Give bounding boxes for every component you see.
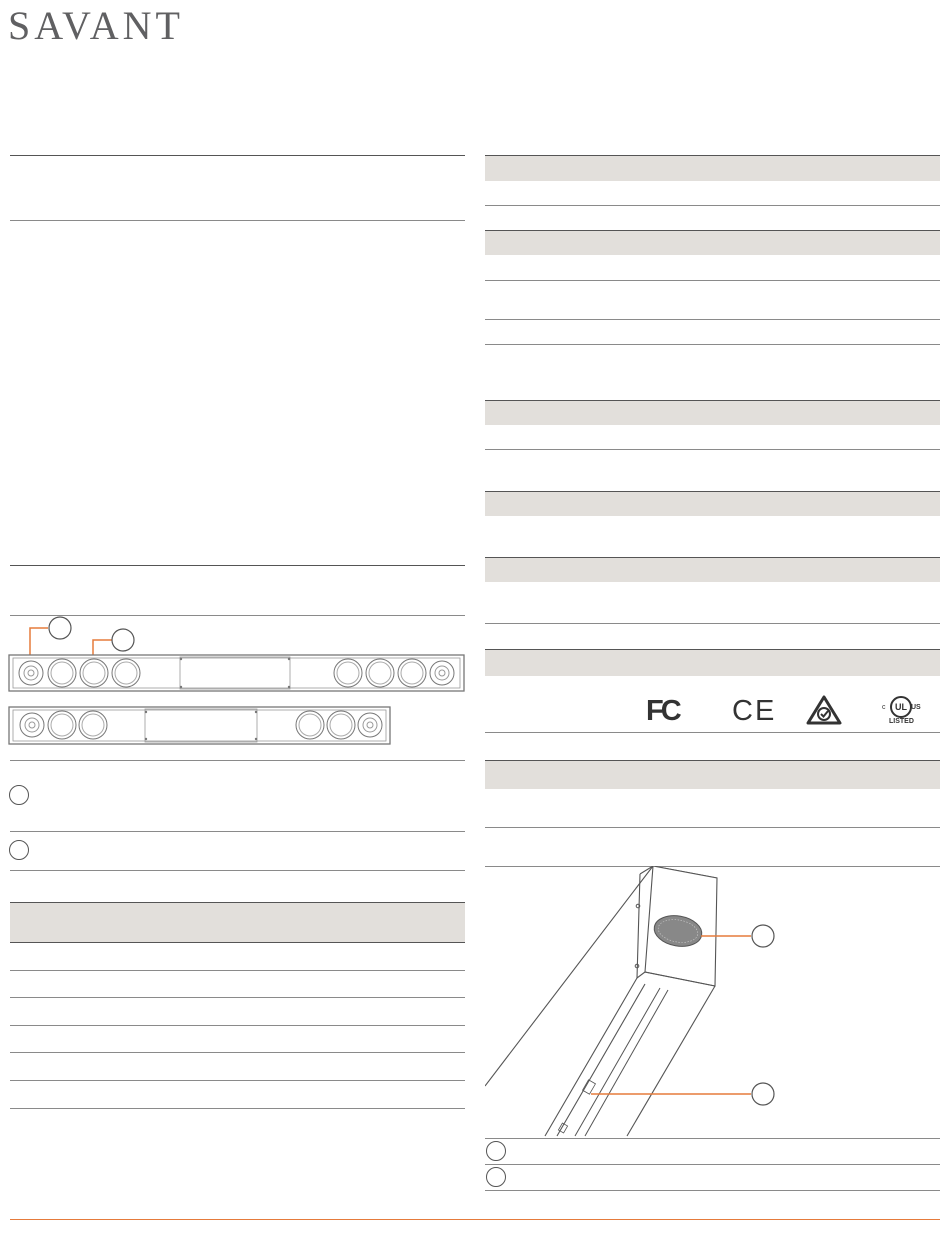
table-row [485,205,940,206]
callout-2 [9,840,29,860]
fcc-logo: FC [646,695,679,727]
callout-1 [752,925,774,947]
callout-1 [486,1141,506,1161]
table-row [485,280,940,281]
ul-listed-logo: c UL US LISTED [880,694,920,728]
callout-1 [9,785,29,805]
table-row [10,970,465,971]
divider [10,831,465,832]
table-row [485,827,940,828]
soundbar-end-diagram [485,866,945,1141]
spec-section-header [485,557,940,582]
table-row [10,1080,465,1081]
spec-section-header [485,491,940,516]
callout-2 [112,629,134,651]
divider [10,220,465,221]
spec-section-header [485,400,940,425]
footer-rule [10,1219,940,1220]
table-header [10,902,465,943]
spec-section-header [485,649,940,676]
rcm-logo [806,695,842,727]
table-row [485,344,940,345]
soundbar-large [9,655,464,691]
table-row [485,732,940,733]
divider [10,565,465,566]
soundbar-front-diagram [0,615,470,765]
table-row [485,449,940,450]
table-rule [10,942,465,943]
table-row [10,1025,465,1026]
divider [10,870,465,871]
table-row [10,1108,465,1109]
callout-2 [486,1167,506,1187]
table-row [485,623,940,624]
spec-section-header [485,155,940,181]
divider [10,760,465,761]
brand-logo: SAVANT [8,3,184,48]
ce-logo: CE [732,695,777,727]
table-row [485,319,940,320]
divider [10,155,465,156]
table-row [10,1052,465,1053]
table-row [10,997,465,998]
divider [485,1164,940,1165]
callout-1 [49,617,71,639]
divider [485,1138,940,1139]
soundbar-small [9,707,390,744]
divider [485,1190,940,1191]
spec-section-header [485,760,940,789]
spec-section-header [485,230,940,255]
callout-2 [752,1083,774,1105]
